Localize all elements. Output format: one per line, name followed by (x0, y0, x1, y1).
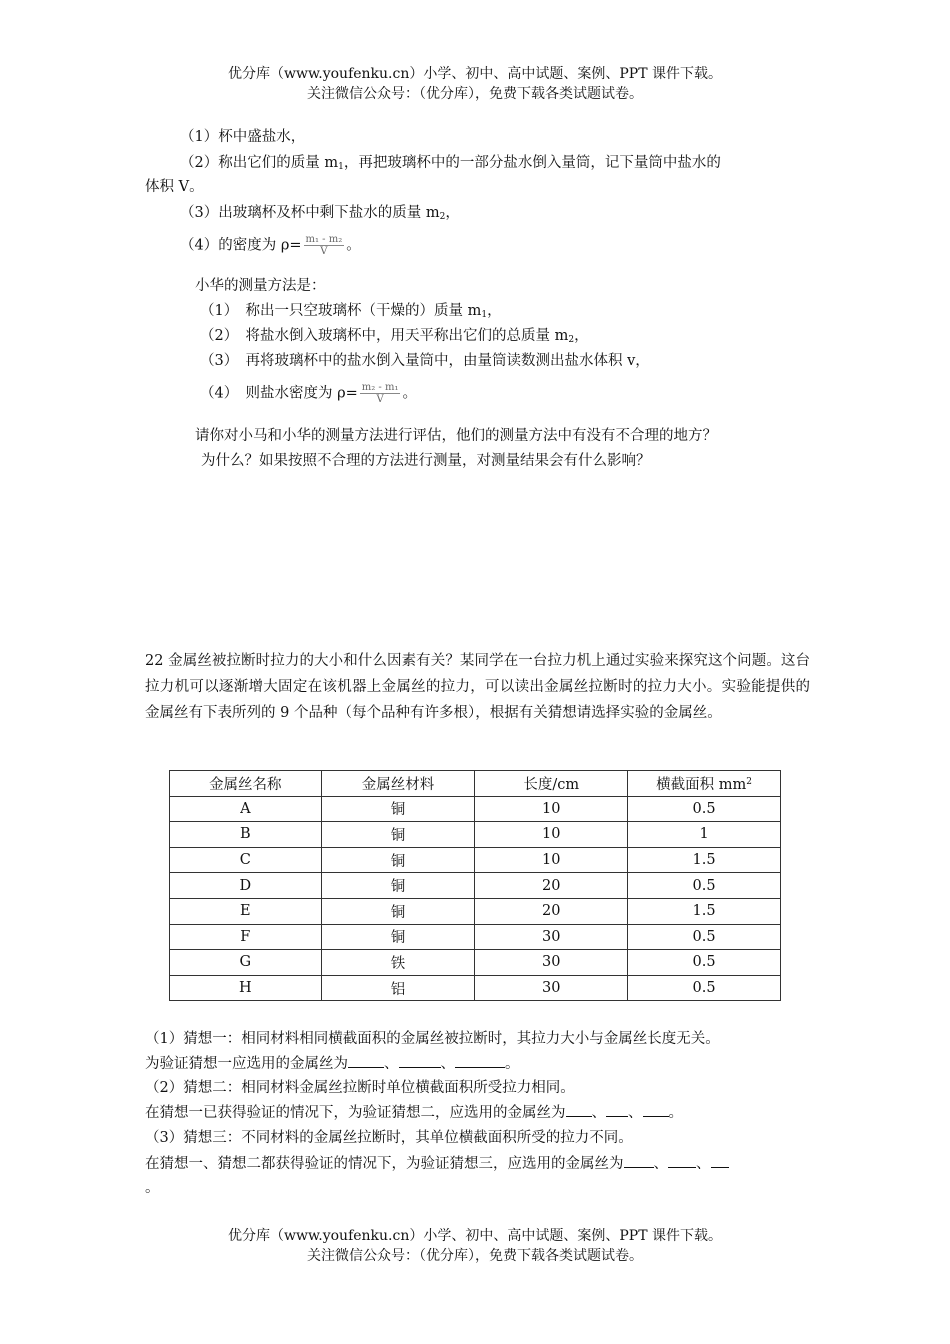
answer-blank[interactable] (668, 1153, 696, 1168)
question-22-intro: 22 金属丝被拉断时拉力的大小和什么因素有关？某同学在一台拉力机上通过实验来探究这个问题。这台拉力机可以逐渐增大固定在该机器上金属丝的拉力，可以读出金属丝拉断时的拉力大小。实验能提供的金属丝有下表所列的 9 个品种（每个品种有许多根），根据有关猜想请选择实验的金属丝。 (145, 653, 810, 721)
answer-blank[interactable] (348, 1053, 384, 1068)
cell-length: 10 (475, 822, 628, 848)
cell-wire-name: H (170, 975, 322, 1001)
answer-blank[interactable] (606, 1102, 628, 1117)
col-header-material: 金属丝材料 (321, 771, 475, 797)
cell-material: 铜 (321, 924, 475, 950)
table-row (170, 898, 781, 924)
guess-1: （1）猜想一：相同材料相同横截面积的金属丝被拉断时，其拉力大小与金属丝长度无关。 (145, 1031, 720, 1047)
density-fraction: $\frac{\text{m₂ - m₁}}{V}$ (361, 382, 399, 405)
xiaohua-step-3: （3） 再将玻璃杯中的盐水倒入量筒中，由量筒读数测出盐水体积 v， (200, 353, 650, 369)
guess-3-answer: 在猜想一、猜想二都获得验证的情况下，为验证猜想三，应选用的金属丝为 、 、 (145, 1153, 729, 1175)
cell-material: 铁 (321, 950, 475, 976)
guess-2-answer: 在猜想一已获得验证的情况下，为验证猜想二，应选用的金属丝为 、 、 。 (145, 1102, 683, 1124)
xiaohua-step-1: （1） 称出一只空玻璃杯（干燥的）质量 $m_1$， (200, 303, 502, 320)
cell-area: 0.5 (628, 796, 781, 822)
cell-length: 10 (475, 847, 628, 873)
answer-blank[interactable] (399, 1053, 441, 1068)
table-row (170, 847, 781, 873)
xiaoma-step-1: （1）杯中盛盐水， (180, 129, 306, 145)
guess-1-answer: 为验证猜想一应选用的金属丝为 、 、 。 (145, 1053, 520, 1075)
answer-blank[interactable] (711, 1153, 729, 1168)
table-row (170, 796, 781, 822)
xiaoma-step-3: （3）出玻璃杯及杯中剩下盐水的质量 $m_2$， (180, 205, 460, 222)
answer-blank[interactable] (455, 1053, 505, 1068)
wire-table (169, 770, 781, 1001)
xiaoma-step-2: （2）称出它们的质量 $m_1$，再把玻璃杯中的一部分盐水倒入量筒，记下量筒中盐水的 (180, 155, 721, 172)
density-fraction: $\frac{\text{m₁ - m₂}}{V}$ (305, 234, 343, 257)
question-21-line-1: 请你对小马和小华的测量方法进行评估，他们的测量方法中有没有不合理的地方？ (195, 428, 717, 444)
answer-blank[interactable] (624, 1153, 654, 1168)
cell-area: 0.5 (628, 873, 781, 899)
answer-blank[interactable] (566, 1102, 592, 1117)
guess-3-end: 。 (145, 1180, 160, 1196)
xiaohua-intro: 小华的测量方法是： (195, 278, 326, 294)
cell-length: 20 (475, 898, 628, 924)
cell-area: 1.5 (628, 898, 781, 924)
footer-line-1: 优分库（www.youfenku.cn）小学、初中、高中试题、案例、PPT 课件下载。 (227, 1228, 722, 1244)
xiaoma-step-2-cont: 体积 V。 (145, 179, 204, 195)
table-row (170, 822, 781, 848)
cell-wire-name: G (170, 950, 322, 976)
table-row (170, 873, 781, 899)
xiaohua-step-2: （2） 将盐水倒入玻璃杯中，用天平称出它们的总质量 $m_2$， (200, 328, 589, 345)
cell-length: 30 (475, 975, 628, 1001)
cell-length: 20 (475, 873, 628, 899)
cell-material: 铜 (321, 847, 475, 873)
answer-blank[interactable] (643, 1102, 669, 1117)
header-line-2: 关注微信公众号：（优分库），免费下载各类试题试卷。 (307, 86, 643, 102)
table-row (170, 924, 781, 950)
table-row (170, 975, 781, 1001)
cell-wire-name: F (170, 924, 322, 950)
cell-wire-name: E (170, 898, 322, 924)
cell-material: 铝 (321, 975, 475, 1001)
cell-material: 铜 (321, 796, 475, 822)
cell-wire-name: D (170, 873, 322, 899)
cell-area: 1 (628, 822, 781, 848)
cell-wire-name: C (170, 847, 322, 873)
header-line-1: 优分库（www.youfenku.cn）小学、初中、高中试题、案例、PPT 课件下载。 (227, 66, 722, 82)
cell-length: 10 (475, 796, 628, 822)
guess-3: （3）猜想三：不同材料的金属丝拉断时，其单位横截面积所受的拉力不同。 (145, 1130, 633, 1146)
cell-material: 铜 (321, 822, 475, 848)
cell-area: 0.5 (628, 924, 781, 950)
xiaohua-step-4: （4） 则盐水密度为 ρ= $\frac{\text{m₂ - m₁}}{V}$ 。 (200, 382, 417, 405)
table-header-row (170, 771, 781, 797)
table-row (170, 950, 781, 976)
xiaoma-step-4: （4）的密度为 ρ= $\frac{\text{m₁ - m₂}}{V}$ 。 (180, 234, 361, 257)
guess-2: （2）猜想二：相同材料金属丝拉断时单位横截面积所受拉力相同。 (145, 1080, 575, 1096)
footer-line-2: 关注微信公众号：（优分库），免费下载各类试题试卷。 (307, 1248, 643, 1264)
col-header-name: 金属丝名称 (170, 771, 322, 797)
cell-area: 1.5 (628, 847, 781, 873)
cell-wire-name: A (170, 796, 322, 822)
cell-wire-name: B (170, 822, 322, 848)
col-header-length: 长度/cm (475, 771, 628, 797)
page-header (0, 64, 950, 104)
cell-area: 0.5 (628, 975, 781, 1001)
cell-length: 30 (475, 924, 628, 950)
cell-length: 30 (475, 950, 628, 976)
cell-material: 铜 (321, 898, 475, 924)
cell-area: 0.5 (628, 950, 781, 976)
question-21-line-2: 为什么？如果按照不合理的方法进行测量，对测量结果会有什么影响？ (201, 453, 651, 469)
col-header-area: 横截面积 $mm^2$ (628, 771, 781, 797)
page-footer (0, 1226, 950, 1266)
cell-material: 铜 (321, 873, 475, 899)
